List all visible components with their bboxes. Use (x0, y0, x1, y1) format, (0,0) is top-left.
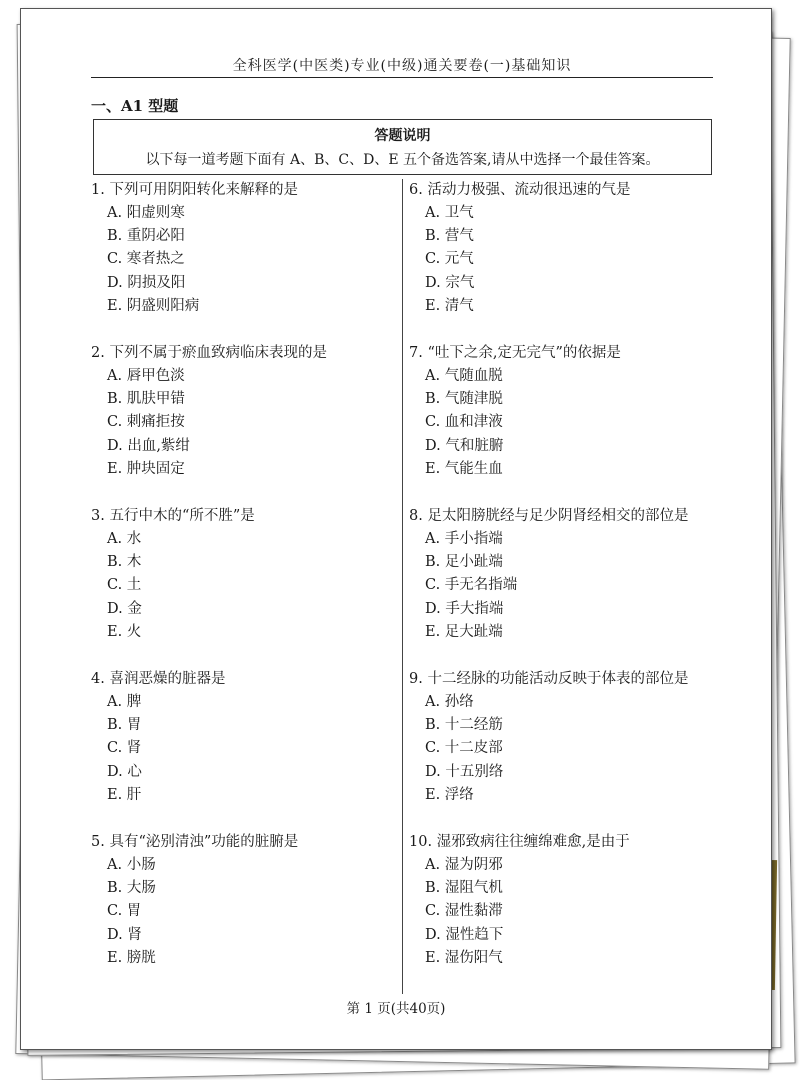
option-e: E. 肿块固定 (107, 460, 185, 477)
question-stem: 8. 足太阳膀胱经与足少阴肾经相交的部位是 (409, 508, 689, 524)
instructions-title: 答题说明 (374, 128, 431, 144)
question-10 (409, 831, 709, 994)
question-stem: 7. “吐下之余,定无完气”的依据是 (409, 345, 621, 361)
option-b: B. 肌肤甲错 (107, 391, 185, 408)
question-6 (409, 179, 709, 342)
option-e: E. 膀胱 (107, 949, 156, 966)
option-c: C. 寒者热之 (107, 251, 185, 268)
option-c: C. 湿性黏滞 (425, 903, 503, 920)
option-c: C. 胃 (107, 903, 142, 920)
option-d: D. 心 (107, 763, 142, 780)
question-stem: 4. 喜润恶燥的脏器是 (91, 671, 226, 687)
question-9 (409, 668, 709, 831)
option-e: E. 气能生血 (425, 460, 503, 477)
option-d: D. 阴损及阳 (107, 274, 186, 291)
instructions-text: 以下每一道考题下面有 A、B、C、D、E 五个备选答案,请从中选择一个最佳答案。 (145, 152, 660, 168)
question-stem: 1. 下列可用阴阳转化来解释的是 (91, 182, 298, 198)
section-title: 一、A1 型题 (91, 97, 179, 115)
option-a: A. 脾 (107, 694, 142, 710)
question-4 (91, 668, 396, 831)
option-d: D. 手大指端 (425, 600, 504, 617)
option-d: D. 宗气 (425, 274, 475, 291)
option-a: A. 气随血脱 (425, 368, 503, 384)
header-rule (91, 77, 713, 78)
column-divider (402, 179, 403, 994)
option-e: E. 湿伤阳气 (425, 949, 503, 966)
option-b: B. 大肠 (107, 880, 156, 897)
left-column (91, 179, 396, 994)
option-b: B. 十二经筋 (425, 717, 503, 734)
option-b: B. 湿阻气机 (425, 880, 503, 897)
question-3 (91, 505, 396, 668)
option-a: A. 水 (107, 531, 142, 547)
option-c: C. 手无名指端 (425, 577, 518, 594)
option-e: E. 足大趾端 (425, 623, 503, 640)
option-a: A. 孙络 (425, 694, 474, 710)
question-stem: 5. 具有“泌别清浊”功能的脏腑是 (91, 834, 299, 850)
question-1 (91, 179, 396, 342)
option-d: D. 湿性趋下 (425, 926, 504, 943)
option-b: B. 胃 (107, 717, 142, 734)
option-b: B. 气随津脱 (425, 391, 503, 408)
option-e: E. 火 (107, 623, 142, 640)
option-b: B. 木 (107, 554, 142, 571)
question-stem: 2. 下列不属于瘀血致病临床表现的是 (91, 345, 327, 361)
option-d: D. 金 (107, 600, 142, 617)
option-a: A. 小肠 (107, 857, 156, 873)
option-d: D. 十五别络 (425, 763, 504, 780)
option-d: D. 出血,紫绀 (107, 437, 190, 454)
option-d: D. 肾 (107, 926, 142, 943)
option-e: E. 肝 (107, 786, 142, 803)
option-a: A. 阳虚则寒 (107, 205, 185, 221)
option-c: C. 刺痛拒按 (107, 414, 185, 431)
question-stem: 6. 活动力极强、流动很迅速的气是 (409, 182, 631, 198)
page-number: 第 1 页(共40页) (346, 1001, 446, 1017)
option-b: B. 足小趾端 (425, 554, 503, 571)
option-a: A. 湿为阴邪 (425, 857, 503, 873)
question-stem: 3. 五行中木的“所不胜”是 (91, 508, 255, 524)
option-c: C. 元气 (425, 251, 474, 268)
question-stem: 10. 湿邪致病往往缠绵难愈,是由于 (409, 834, 630, 850)
option-c: C. 肾 (107, 740, 142, 757)
option-e: E. 清气 (425, 297, 474, 314)
question-stem: 9. 十二经脉的功能活动反映于体表的部位是 (409, 671, 689, 687)
question-5 (91, 831, 396, 994)
option-b: B. 重阴必阳 (107, 228, 185, 245)
option-c: C. 十二皮部 (425, 740, 503, 757)
option-c: C. 血和津液 (425, 414, 503, 431)
option-c: C. 土 (107, 577, 142, 594)
right-column (409, 179, 709, 994)
option-a: A. 卫气 (425, 205, 474, 221)
option-e: E. 浮络 (425, 786, 474, 803)
option-e: E. 阴盛则阳病 (107, 297, 200, 314)
question-2 (91, 342, 396, 505)
question-8 (409, 505, 709, 668)
question-7 (409, 342, 709, 505)
option-d: D. 气和脏腑 (425, 437, 504, 454)
instructions-box (93, 119, 712, 175)
page-header: 全科医学(中医类)专业(中级)通关要卷(一)基础知识 (232, 58, 572, 74)
option-b: B. 营气 (425, 228, 474, 245)
option-a: A. 手小指端 (425, 531, 503, 547)
option-a: A. 唇甲色淡 (107, 368, 185, 384)
exam-page (20, 8, 772, 1050)
